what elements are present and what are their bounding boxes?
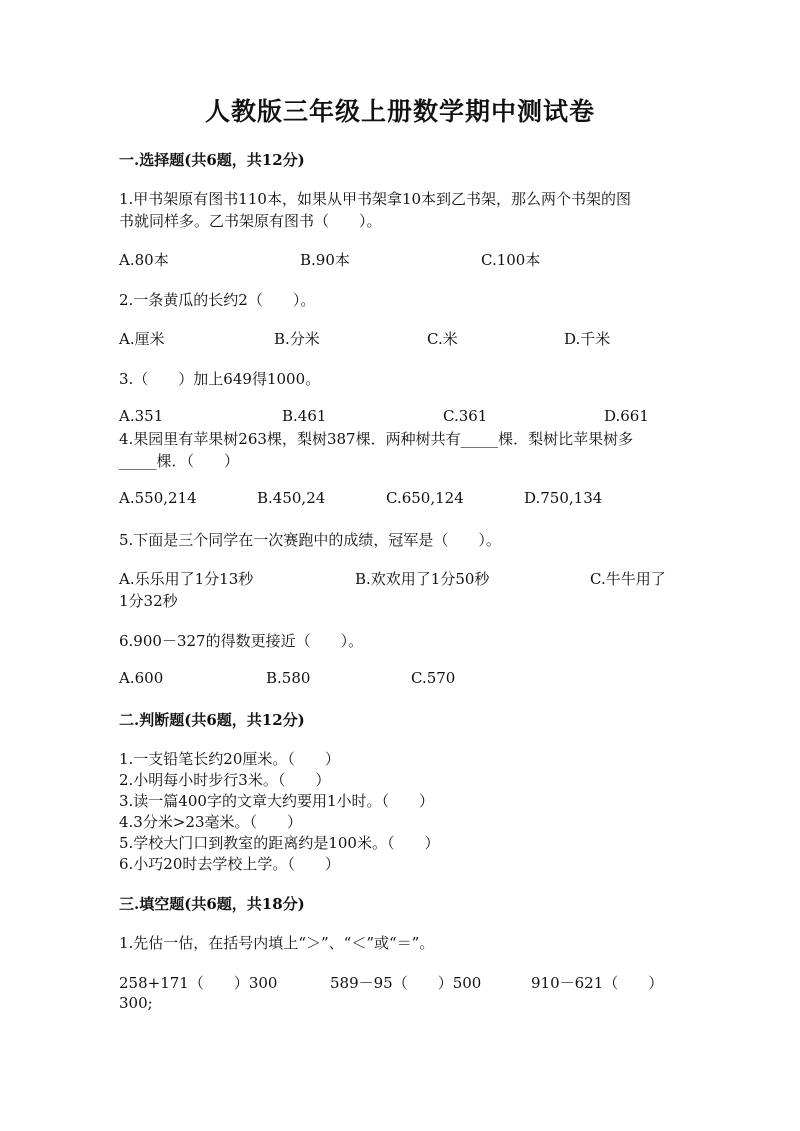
option-c: C.米 (427, 330, 458, 348)
question-text: _____棵．（ ） (119, 452, 240, 470)
option-c: C.100本 (481, 251, 541, 269)
option-c-continued: 1分32秒 (119, 592, 178, 610)
option-c: C.570 (411, 669, 456, 687)
question-text: 1.先估一估，在括号内填上“＞”、“＜”或“＝”。 (119, 934, 435, 952)
section-heading-judgement: 二.判断题(共6题，共12分) (119, 711, 305, 729)
option-b: B.461 (282, 407, 327, 425)
option-c: C.牛牛用了 (590, 570, 666, 588)
question-text: 5.下面是三个同学在一次赛跑中的成绩，冠军是（ ）。 (119, 531, 501, 549)
section-heading-choice: 一.选择题(共6题，共12分) (119, 151, 305, 169)
question-text: 2.一条黄瓜的长约2（ ）。 (119, 291, 316, 309)
judgement-item: 3.读一篇400字的文章大约要用1小时。（ ） (119, 792, 434, 810)
option-c: C.650,124 (386, 489, 464, 507)
option-a: A.351 (119, 407, 164, 425)
page-title: 人教版三年级上册数学期中测试卷 (204, 97, 595, 126)
question-text: 3.（ ）加上649得1000。 (119, 370, 321, 388)
question-text: 1.甲书架原有图书110本，如果从甲书架拿10本到乙书架，那么两个书架的图 (119, 190, 632, 208)
option-b: B.欢欢用了1分50秒 (355, 570, 490, 588)
option-b: B.90本 (300, 251, 350, 269)
option-d: D.750,134 (524, 489, 603, 507)
judgement-item: 1.一支铅笔长约20厘米。（ ） (119, 750, 340, 768)
judgement-item: 6.小巧20时去学校上学。（ ） (119, 855, 340, 873)
comparison-expression-continued: 300; (119, 994, 153, 1012)
option-d: D.661 (604, 407, 649, 425)
judgement-item: 5.学校大门口到教室的距离约是100米。（ ） (119, 834, 440, 852)
option-b: B.450,24 (257, 489, 326, 507)
question-text: 书就同样多。乙书架原有图书（ ）。 (119, 212, 382, 230)
comparison-expression: 258+171（ ）300 (119, 974, 278, 992)
section-heading-fill-in: 三.填空题(共6题，共18分) (119, 895, 305, 913)
question-text: 6.900－327的得数更接近（ ）。 (119, 632, 364, 650)
judgement-item: 2.小明每小时步行3米。（ ） (119, 771, 331, 789)
judgement-item: 4.3分米>23毫米。（ ） (119, 813, 303, 831)
option-b: B.分米 (274, 330, 320, 348)
option-a: A.乐乐用了1分13秒 (119, 570, 254, 588)
option-a: A.600 (119, 669, 164, 687)
option-a: A.80本 (119, 251, 169, 269)
comparison-expression: 910－621（ ） (531, 974, 664, 992)
option-c: C.361 (443, 407, 488, 425)
question-text: 4.果园里有苹果树263棵，梨树387棵．两种树共有_____棵．梨树比苹果树多 (119, 430, 634, 448)
option-a: A.厘米 (119, 330, 165, 348)
option-a: A.550,214 (119, 489, 197, 507)
option-b: B.580 (266, 669, 311, 687)
option-d: D.千米 (564, 330, 611, 348)
comparison-expression: 589－95（ ）500 (330, 974, 482, 992)
